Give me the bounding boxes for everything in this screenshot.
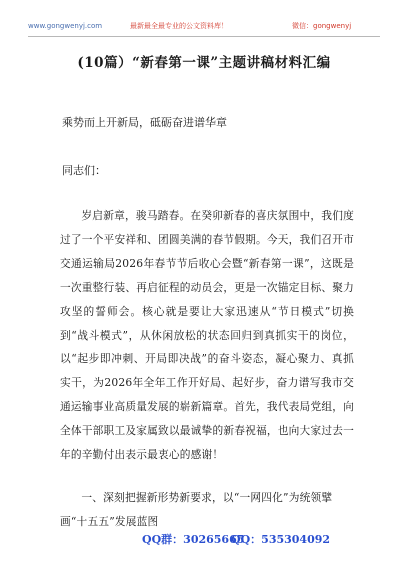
site-url[interactable]: www.gongwenyj.com <box>28 22 103 30</box>
wechat-id: gongwenyj <box>313 22 352 30</box>
document-subtitle: 乘势而上开新局，砥砺奋进谱华章 <box>62 116 227 129</box>
document-title: (10篇）“新春第一课”主题讲稿材料汇编 <box>77 55 331 71</box>
body-paragraph: 岁启新章，骏马踏春。在癸卯新春的喜庆氛围中，我们度过了一个平安祥和、团圆美满的春节假期。今天，我们召开市交通运输局2026年春节节后收心会暨“新春第一课”，这既是一次重整行装、再启征程的动员会，更是一次锚定目标、聚力攻坚的誓师会。核心就是要让大家迅速从“节日模式”切换到“战斗模式”，从休闲放松的状态回归到真抓实干的岗位，以“起步即冲刺、开局即决战”的奋斗姿态，凝心聚力、真抓实干，为2026年全年工作开好局、起好步，奋力谱写我市交通运输事业高质量发展的崭新篇章。首先，我代表局党组，向全体干部职工及家属致以最诚挚的新春祝福，也向大家过去一年的辛勤付出表示最衷心的感谢！ <box>60 209 354 462</box>
wechat-contact <box>292 20 351 32</box>
salutation: 同志们： <box>62 164 106 177</box>
qq-group: QQ群：30265665 <box>142 533 245 546</box>
header-slogan: 最新最全最专业的公文资料库！ <box>130 22 228 30</box>
page-header <box>28 20 380 32</box>
header-divider <box>28 36 380 37</box>
qq-number: QQ：535304092 <box>231 533 331 546</box>
wechat-label: 微信： <box>292 22 313 30</box>
section-heading: 一、深刻把握新形势新要求，以“一网四化”为统领擘画“十五五”发展蓝图 <box>60 491 333 528</box>
page-footer <box>0 532 408 548</box>
